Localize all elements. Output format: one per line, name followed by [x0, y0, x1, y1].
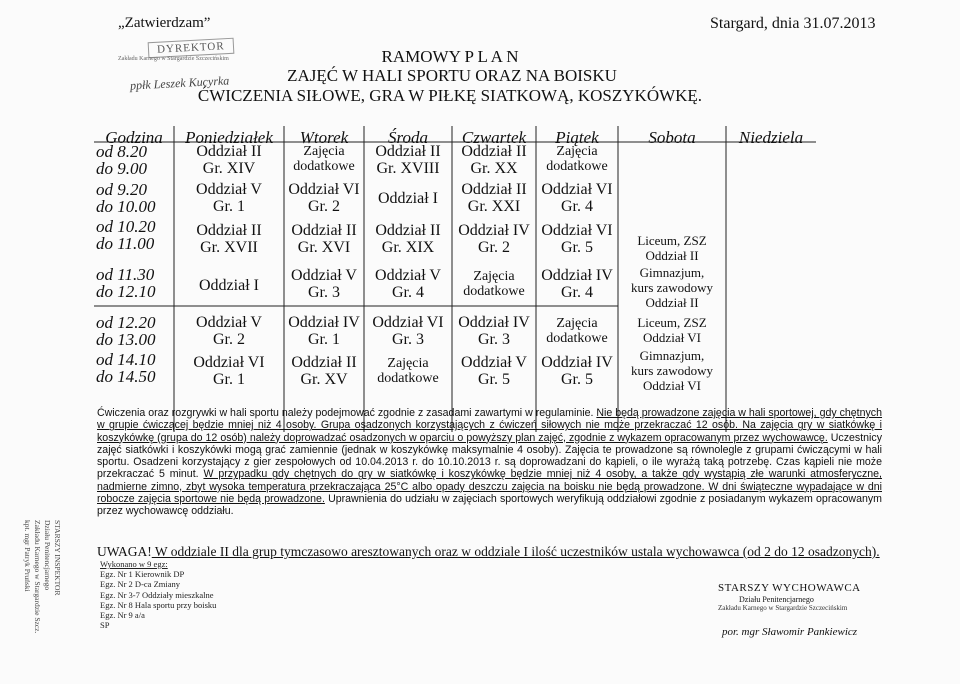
time-slot: od 12.20 do 13.00	[96, 313, 156, 349]
cell-sat: Liceum, ZSZ Oddział VI	[637, 315, 707, 345]
distribution-list	[100, 559, 216, 630]
cell-tue: Oddział II Gr. XV	[291, 354, 357, 388]
director-stamp: DYREKTOR	[148, 38, 234, 58]
stamp-line: Działu Penitencjarnego	[43, 520, 52, 591]
rules-text: Ćwiczenia oraz rozgrywki w hali sportu należy podejmować zgodnie z zasadami zawartymi w regulaminie.	[97, 407, 597, 419]
cell-mon: Oddział V Gr. 2	[196, 314, 262, 348]
cell-tue: Oddział V Gr. 3	[291, 267, 357, 301]
rules-text-underlined: W przypadku gdy chętnych do gry w siatkówkę i koszykówkę będzie mniej niż 4 osoby, a także gdy wystąpią złe warunki atmosferyczne, nadmierne zimno, zbyt wysoka temperatura przekraczająca 25°C albo opady deszczu zajęcia na boisku nie będą prowadzone. W dni świąteczne wypadające w dni robocze zajęcia sportowe nie będą prowadzone.	[97, 468, 882, 506]
cell-mon: Oddział VI Gr. 1	[193, 354, 265, 388]
cell-thu: Oddział IV Gr. 3	[458, 314, 530, 348]
col-header-sobota: Sobota	[648, 128, 696, 147]
cell-tue: Oddział VI Gr. 2	[288, 181, 360, 215]
rules-paragraph	[97, 407, 882, 518]
cell-thu: Oddział IV Gr. 2	[458, 222, 530, 256]
distribution-item: Egz. Nr 1 Kierownik DP	[100, 569, 185, 580]
time-slot: od 10.20 do 11.00	[96, 217, 156, 253]
distribution-item: Egz. Nr 3-7 Oddziały mieszkalne	[100, 589, 214, 600]
time-slot: od 11.30 do 12.10	[96, 265, 156, 301]
cell-sat: Liceum, ZSZ Oddział II	[637, 233, 707, 263]
cell-fri: Oddział VI Gr. 4	[541, 181, 613, 215]
cell-thu: Oddział V Gr. 5	[461, 354, 527, 388]
cell-wed: Zajęcia dodatkowe	[377, 356, 439, 386]
schedule-table	[94, 126, 816, 432]
cell-fri: Oddział VI Gr. 5	[541, 222, 613, 256]
director-signature: ppłk Leszek Kucyrka	[129, 73, 230, 93]
inspector-institution: Zakładu Karnego w Stargardzie Szczecińskim	[718, 604, 848, 612]
cell-wed: Oddział I	[378, 190, 438, 207]
inspector-stamp-left	[4, 520, 62, 650]
cell-tue: Oddział IV Gr. 1	[288, 314, 360, 348]
inspector-title: STARSZY WYCHOWAWCA	[718, 582, 861, 594]
col-header-wtorek: Wtorek	[299, 128, 349, 147]
inspector-department: Działu Penitencjarnego	[739, 595, 814, 604]
distribution-item: Egz. Nr 8 Hala sportu przy boisku	[100, 599, 217, 610]
cell-wed: Oddział VI Gr. 3	[372, 314, 444, 348]
stamp-line: STARSZY INSPEKTOR	[53, 520, 62, 596]
col-header-niedziela: Niedziela	[738, 128, 804, 147]
rules-text-underlined: Nie będą prowadzone zajęcia w hali sportowej, gdy chętnych w grupie ćwiczącej będzie mniej niż 4 osoby. Grupa osadzonych korzystających z ćwiczeń siłowych nie może przekraczać 12 osób. Na zajęcia gry w siatkówkę i koszykówkę (grupa do 12 osób) należy doprowadzać osadzonych w oparciu o powyższy plan zajęć, zgodnie z wykazem opracowanym przez wychowawcę.	[97, 407, 883, 444]
col-header-piatek: Piątek	[555, 128, 599, 147]
cell-fri: Oddział IV Gr. 4	[541, 267, 613, 301]
cell-wed: Oddział II Gr. XVIII	[375, 143, 441, 177]
place-date: Stargard, dnia 31.07.2013	[710, 15, 876, 32]
col-header-poniedzialek: Poniedziałek	[185, 128, 273, 147]
cell-fri: Zajęcia dodatkowe	[546, 316, 608, 346]
distribution-item: SP	[100, 620, 110, 631]
cell-mon: Oddział II Gr. XIV	[196, 143, 262, 177]
cell-wed: Oddział II Gr. XIX	[375, 222, 441, 256]
col-header-godzina: Godzina	[105, 128, 163, 147]
stamp-line: kpt. mgr Patryk Pruński	[23, 520, 32, 592]
inspector-signature: por. mgr Sławomir Pankiewicz	[722, 626, 858, 638]
cell-fri: Oddział IV Gr. 5	[541, 354, 613, 388]
stamp-line: Zakładu Karnego w Stargardzie Szcz.	[33, 520, 42, 634]
approval-text: „Zatwierdzam”	[118, 15, 211, 31]
time-slot: od 9.20 do 10.00	[96, 180, 156, 216]
cell-mon: Oddział II Gr. XVII	[196, 222, 262, 256]
distribution-item: Wykonano w 9 egz:	[100, 559, 168, 569]
cell-thu: Zajęcia dodatkowe	[463, 269, 525, 299]
rules-text: Uprawnienia do udziału w zajęciach sportowych weryfikują oddziałowi zgodnie z posiadanym wykazem opracowanym przez wychowawcę oddziału.	[97, 493, 882, 518]
rules-text: Uczestnicy zajęć siatkówki i koszykówki mogą grać zamiennie (jednak w koszykówkę maksymalnie 4 osoby). Zajęcia te prowadzone są równolegle z grupami ćwiczącymi w hali sportu. Osadzeni korzystający z gier zespołowych od 10.04.2013 r. do 10.10.2013 r. są doprowadzani do kąpieli, o ile wyrażą taką potrzebę. Czas kąpieli nie może przekraczać 5 minut.	[97, 431, 882, 481]
cell-sat: Gimnazjum, kurs zawodowy Oddział II	[631, 265, 713, 310]
cell-mon: Oddział V Gr. 1	[196, 181, 262, 215]
distribution-item: Egz. Nr 2 D-ca Zmiany	[100, 579, 181, 590]
cell-thu: Oddział II Gr. XX	[461, 143, 527, 177]
time-slot: od 8.20 do 9.00	[96, 142, 147, 178]
director-stamp-institution: Zakładu Karnego w Stargardzie Szczecińskim	[118, 56, 229, 62]
cell-tue: Oddział II Gr. XVI	[291, 222, 357, 256]
cell-mon: Oddział I	[199, 277, 259, 294]
title-line-3: ĆWICZENIA SIŁOWE, GRA W PIŁKĘ SIATKOWĄ, KOSZYKÓWKĘ.	[197, 86, 703, 105]
col-header-czwartek: Czwartek	[461, 128, 527, 147]
cell-tue: Zajęcia dodatkowe	[293, 144, 355, 174]
cell-sat: Gimnazjum, kurs zawodowy Oddział VI	[631, 348, 713, 393]
cell-wed: Oddział V Gr. 4	[375, 267, 441, 301]
cell-thu: Oddział II Gr. XXI	[461, 181, 527, 215]
cell-fri: Zajęcia dodatkowe	[546, 144, 608, 174]
title-line-2: ZAJĘĆ W HALI SPORTU ORAZ NA BOISKU	[287, 66, 617, 85]
note-text: W oddziale II dla grup tymczasowo aresztowanych oraz w oddziale I ilość uczestników ustala wychowawca (od 2 do 12 osadzonych).	[151, 544, 880, 559]
col-header-sroda: Środa	[388, 128, 428, 147]
distribution-item: Egz. Nr 9 a/a	[100, 610, 145, 621]
time-slot: od 14.10 do 14.50	[96, 350, 156, 386]
note-label: UWAGA!	[97, 544, 152, 559]
title-line-1: RAMOWY P L A N	[381, 47, 519, 66]
note-uwaga	[97, 544, 880, 560]
